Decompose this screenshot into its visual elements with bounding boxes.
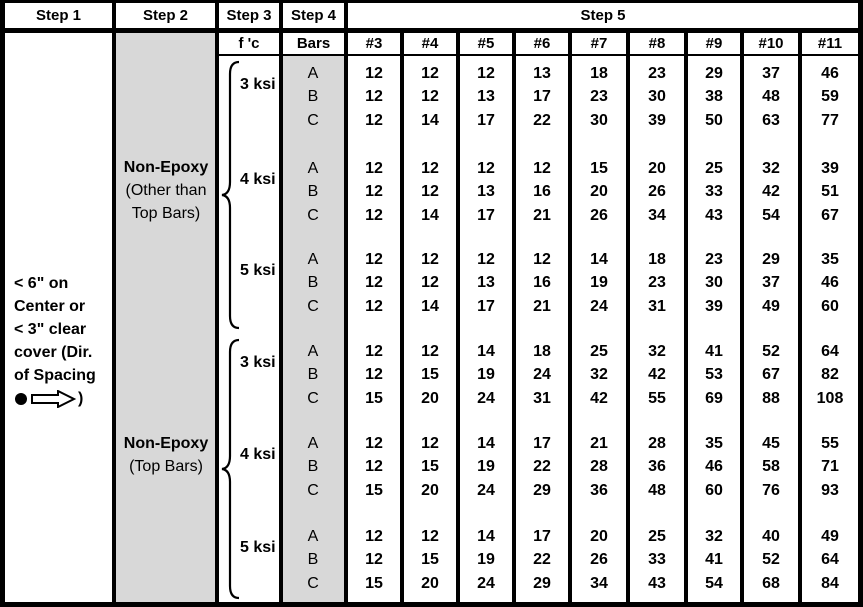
concrete-strength-label: 4 ksi: [240, 446, 276, 463]
length-value: 24: [477, 481, 495, 499]
length-value: 12: [365, 65, 383, 82]
length-value: 39: [821, 160, 839, 177]
subheader-size: #5: [460, 33, 512, 54]
header-step-5: Step 5: [348, 3, 858, 28]
length-value: 24: [477, 389, 495, 407]
header-step-2: Step 2: [116, 3, 215, 28]
bar-class-label: B: [307, 274, 319, 292]
subheader-size: #6: [516, 33, 568, 54]
length-value: 42: [648, 366, 666, 384]
length-value: 50: [705, 111, 723, 129]
length-value: 77: [821, 111, 839, 129]
length-value: 36: [648, 458, 666, 476]
length-value: 12: [365, 111, 383, 129]
length-value: 46: [705, 458, 723, 476]
category-title: Non-Epoxy: [123, 435, 209, 452]
size-column-body: [802, 56, 858, 602]
length-value: 19: [477, 366, 495, 384]
concrete-strength-label: 5 ksi: [240, 539, 276, 556]
length-value: 28: [648, 435, 666, 452]
size-column-body: [404, 56, 456, 602]
length-value: 18: [590, 65, 608, 82]
length-value: 32: [648, 343, 666, 360]
size-column-body: [630, 56, 684, 602]
size-column-body: [688, 56, 740, 602]
category-title: Non-Epoxy: [123, 159, 209, 176]
length-value: 64: [821, 343, 839, 360]
bar-class-label: A: [307, 65, 319, 82]
step1-closing-paren: ): [78, 390, 84, 407]
length-value: 12: [365, 88, 383, 106]
length-value: 14: [477, 528, 495, 545]
length-value: 49: [762, 297, 780, 315]
length-value: 14: [421, 111, 439, 129]
length-value: 12: [365, 528, 383, 545]
length-value: 60: [821, 297, 839, 315]
length-value: 33: [648, 551, 666, 569]
length-value: 40: [762, 528, 780, 545]
length-value: 52: [762, 551, 780, 569]
length-value: 12: [365, 435, 383, 452]
length-value: 20: [421, 481, 439, 499]
length-value: 12: [365, 551, 383, 569]
step1-line: of Spacing: [14, 367, 96, 384]
brace-group-2-icon: [219, 338, 241, 600]
length-value: 22: [533, 111, 551, 129]
length-value: 29: [762, 251, 780, 268]
concrete-strength-label: 3 ksi: [240, 76, 276, 93]
bar-class-label: C: [307, 297, 319, 315]
category-subtitle: Top Bars): [131, 205, 201, 222]
length-value: 30: [648, 88, 666, 106]
length-value: 18: [533, 343, 551, 360]
step1-direction-line: [14, 387, 114, 410]
length-value: 14: [477, 435, 495, 452]
length-value: 22: [533, 551, 551, 569]
category-non-epoxy-other: [116, 156, 216, 225]
length-value: 38: [705, 88, 723, 106]
length-value: 14: [590, 251, 608, 268]
header-step-3: Step 3: [219, 3, 279, 28]
length-value: 59: [821, 88, 839, 106]
bar-class-label: A: [307, 160, 319, 177]
length-value: 12: [365, 206, 383, 224]
length-value: 13: [533, 65, 551, 82]
length-value: 88: [762, 389, 780, 407]
length-value: 60: [705, 481, 723, 499]
length-value: 17: [533, 435, 551, 452]
bar-class-label: C: [307, 206, 319, 224]
length-value: 23: [705, 251, 723, 268]
length-value: 55: [648, 389, 666, 407]
length-value: 58: [762, 458, 780, 476]
length-value: 35: [821, 251, 839, 268]
length-value: 29: [705, 65, 723, 82]
length-value: 55: [821, 435, 839, 452]
length-value: 24: [590, 297, 608, 315]
length-value: 17: [533, 528, 551, 545]
length-value: 76: [762, 481, 780, 499]
bar-class-label: B: [307, 551, 319, 569]
length-value: 17: [477, 206, 495, 224]
length-value: 12: [477, 65, 495, 82]
length-value: 13: [477, 88, 495, 106]
length-value: 29: [533, 574, 551, 592]
length-value: 25: [705, 160, 723, 177]
length-value: 15: [365, 389, 383, 407]
length-value: 67: [762, 366, 780, 384]
length-value: 24: [533, 366, 551, 384]
length-value: 12: [421, 251, 439, 268]
length-value: 20: [421, 574, 439, 592]
length-value: 12: [421, 274, 439, 292]
size-column-body: [460, 56, 512, 602]
length-value: 37: [762, 274, 780, 292]
length-value: 12: [421, 435, 439, 452]
length-value: 46: [821, 65, 839, 82]
subheader-size: #3: [348, 33, 400, 54]
brace-group-1-icon: [219, 60, 241, 330]
bar-class-label: B: [307, 458, 319, 476]
length-value: 48: [648, 481, 666, 499]
length-value: 25: [590, 343, 608, 360]
bar-class-label: A: [307, 343, 319, 360]
category-subtitle: (Other than: [125, 182, 207, 199]
length-value: 21: [533, 297, 551, 315]
length-value: 20: [590, 528, 608, 545]
length-value: 43: [705, 206, 723, 224]
length-value: 16: [533, 183, 551, 201]
length-value: 31: [648, 297, 666, 315]
bar-class-label: A: [307, 528, 319, 545]
length-value: 12: [365, 297, 383, 315]
length-value: 26: [590, 206, 608, 224]
length-value: 15: [365, 574, 383, 592]
step1-line: < 6" on: [14, 275, 69, 292]
length-value: 23: [648, 65, 666, 82]
bar-class-label: B: [307, 183, 319, 201]
length-value: 12: [421, 88, 439, 106]
length-value: 12: [477, 160, 495, 177]
length-value: 43: [648, 574, 666, 592]
length-value: 12: [365, 183, 383, 201]
header-step-1: Step 1: [5, 3, 112, 28]
length-value: 12: [533, 251, 551, 268]
length-value: 15: [421, 458, 439, 476]
length-value: 18: [648, 251, 666, 268]
length-value: 12: [421, 160, 439, 177]
length-value: 14: [421, 206, 439, 224]
length-value: 19: [590, 274, 608, 292]
step2-cell: [116, 33, 215, 602]
length-value: 32: [705, 528, 723, 545]
length-value: 12: [365, 458, 383, 476]
step1-line: Center or: [14, 298, 86, 315]
length-value: 29: [533, 481, 551, 499]
length-value: 19: [477, 551, 495, 569]
bar-class-label: A: [307, 251, 319, 268]
length-value: 28: [590, 458, 608, 476]
step1-condition: [14, 272, 114, 410]
length-value: 12: [421, 183, 439, 201]
bar-class-label: C: [307, 389, 319, 407]
bar-class-label: B: [307, 88, 319, 106]
length-value: 12: [365, 343, 383, 360]
length-value: 25: [648, 528, 666, 545]
length-value: 31: [533, 389, 551, 407]
length-value: 20: [421, 389, 439, 407]
length-value: 12: [421, 528, 439, 545]
length-value: 23: [648, 274, 666, 292]
length-value: 46: [821, 274, 839, 292]
length-value: 108: [816, 389, 844, 407]
length-value: 54: [762, 206, 780, 224]
length-value: 16: [533, 274, 551, 292]
length-value: 12: [365, 274, 383, 292]
length-value: 15: [421, 551, 439, 569]
length-value: 67: [821, 206, 839, 224]
bar-class-label: B: [307, 366, 319, 384]
length-value: 30: [705, 274, 723, 292]
subheader-size: #10: [744, 33, 798, 54]
length-value: 48: [762, 88, 780, 106]
length-value: 32: [590, 366, 608, 384]
concrete-strength-label: 3 ksi: [240, 354, 276, 371]
length-value: 12: [421, 343, 439, 360]
length-value: 36: [590, 481, 608, 499]
length-value: 42: [590, 389, 608, 407]
length-value: 64: [821, 551, 839, 569]
length-value: 20: [648, 160, 666, 177]
bar-class-label: C: [307, 574, 319, 592]
subheader-size: #11: [802, 33, 858, 54]
length-value: 20: [590, 183, 608, 201]
subheader-fc: f 'c: [219, 33, 279, 54]
length-value: 42: [762, 183, 780, 201]
size-column-body: [516, 56, 568, 602]
length-value: 21: [533, 206, 551, 224]
length-value: 17: [477, 297, 495, 315]
length-value: 15: [365, 481, 383, 499]
length-value: 17: [533, 88, 551, 106]
length-value: 84: [821, 574, 839, 592]
length-value: 30: [590, 111, 608, 129]
step1-line: < 3" clear: [14, 321, 87, 338]
length-value: 71: [821, 458, 839, 476]
category-non-epoxy-top: [116, 432, 216, 478]
length-value: 69: [705, 389, 723, 407]
category-subtitle: (Top Bars): [129, 458, 203, 475]
size-column-body: [572, 56, 626, 602]
length-value: 33: [705, 183, 723, 201]
length-value: 12: [477, 251, 495, 268]
length-value: 37: [762, 65, 780, 82]
subheader-size: #4: [404, 33, 456, 54]
length-value: 14: [421, 297, 439, 315]
dot-arrow-right-icon: [14, 390, 78, 408]
length-value: 68: [762, 574, 780, 592]
length-value: 24: [477, 574, 495, 592]
length-value: 12: [365, 160, 383, 177]
length-value: 15: [421, 366, 439, 384]
length-value: 41: [705, 343, 723, 360]
length-value: 12: [365, 251, 383, 268]
length-value: 21: [590, 435, 608, 452]
header-step-4: Step 4: [283, 3, 344, 28]
length-value: 34: [590, 574, 608, 592]
length-value: 93: [821, 481, 839, 499]
concrete-strength-label: 5 ksi: [240, 262, 276, 279]
bar-class-label: C: [307, 111, 319, 129]
length-value: 12: [365, 366, 383, 384]
length-value: 17: [477, 111, 495, 129]
concrete-strength-label: 4 ksi: [240, 171, 276, 188]
length-value: 32: [762, 160, 780, 177]
length-value: 26: [648, 183, 666, 201]
length-value: 12: [533, 160, 551, 177]
subheader-size: #7: [572, 33, 626, 54]
subheader-bars: Bars: [283, 33, 344, 54]
length-value: 19: [477, 458, 495, 476]
step1-line: cover (Dir.: [14, 344, 93, 361]
length-value: 63: [762, 111, 780, 129]
length-value: 12: [421, 65, 439, 82]
length-value: 41: [705, 551, 723, 569]
step4-body: [283, 56, 344, 602]
length-value: 15: [590, 160, 608, 177]
bar-class-label: C: [307, 481, 319, 499]
length-value: 39: [648, 111, 666, 129]
length-value: 54: [705, 574, 723, 592]
size-column-body: [744, 56, 798, 602]
length-value: 52: [762, 343, 780, 360]
length-value: 23: [590, 88, 608, 106]
bar-class-label: A: [307, 435, 319, 452]
length-value: 39: [705, 297, 723, 315]
length-value: 53: [705, 366, 723, 384]
subheader-size: #9: [688, 33, 740, 54]
length-value: 14: [477, 343, 495, 360]
length-value: 13: [477, 274, 495, 292]
length-value: 45: [762, 435, 780, 452]
size-column-body: [348, 56, 400, 602]
length-value: 34: [648, 206, 666, 224]
length-value: 22: [533, 458, 551, 476]
length-value: 82: [821, 366, 839, 384]
subheader-size: #8: [630, 33, 684, 54]
length-value: 49: [821, 528, 839, 545]
length-value: 51: [821, 183, 839, 201]
length-value: 35: [705, 435, 723, 452]
length-value: 13: [477, 183, 495, 201]
length-value: 26: [590, 551, 608, 569]
